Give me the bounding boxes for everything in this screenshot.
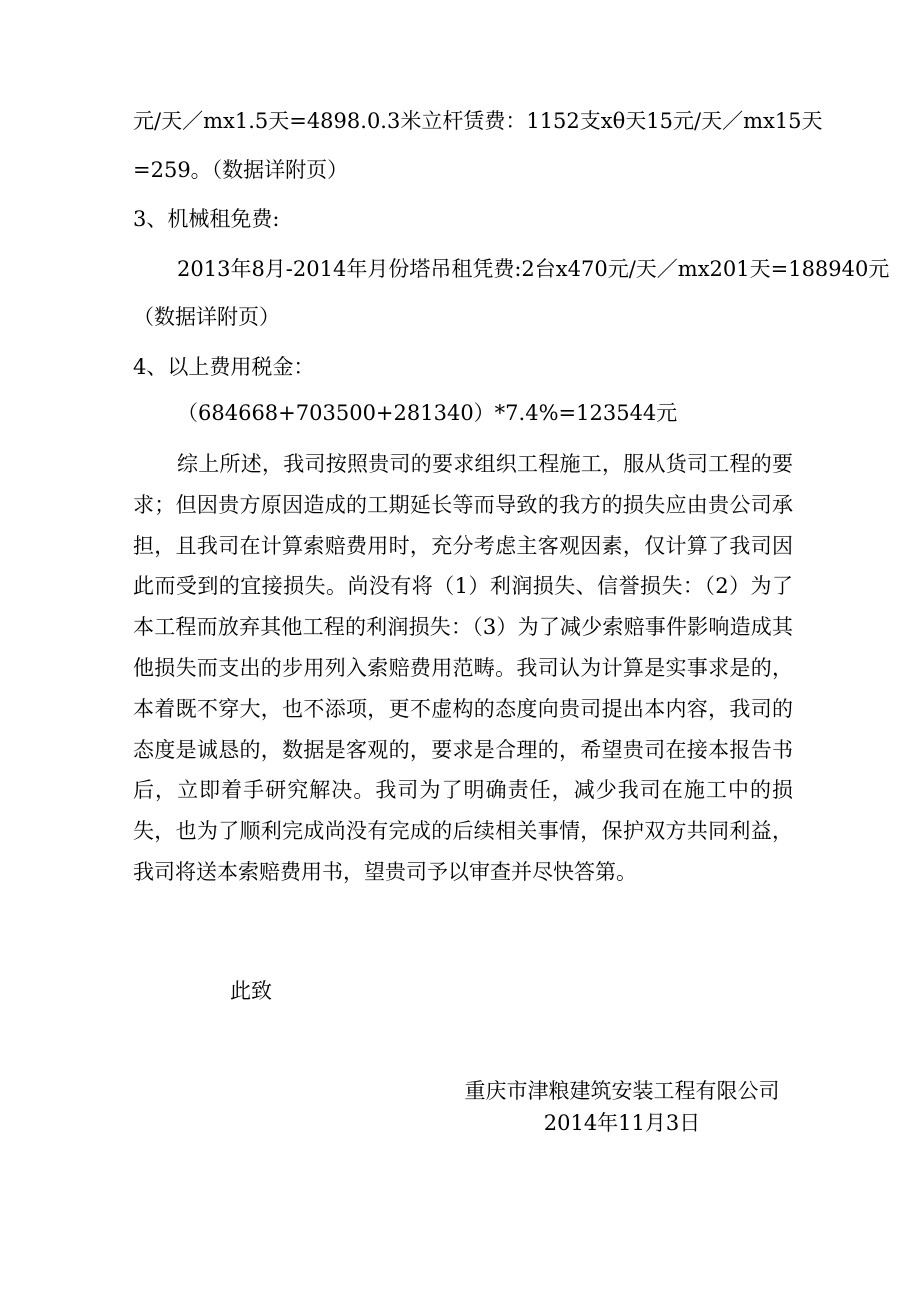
company-name: 重庆市津粮建筑安装工程有限公司 <box>464 1079 780 1103</box>
signature-date: 2014年11月3日 <box>543 1111 701 1135</box>
section-4-formula: （684668+703500+281340）*7.4%=123544元 <box>177 401 678 425</box>
section-3-note: （数据详附页） <box>133 305 280 329</box>
summary-paragraph: 综上所述，我司按照贵司的要求组织工程施工，服从货司工程的要求；但因贵方原因造成的工期延长等而导致的我方的损失应由贵公司承担，且我司在计算索赔费用时，充分考虑主客观因素，仅计算了我司因此而受到的宜接损失。尚没有将（1）利润损失、信誉损失：（2）为了本工程而放弃其他工程的利润损失：（3）为了减少索赔事件影响造成其他损失而支出的步用列入索赔费用范畴。我司认为计算是实事求是的，本着既不穿大，也不添项，更不虚构的态度向贵司提出本内容，我司的态度是诚恳的，数据是客观的，要求是合理的，希望贵司在接本报告书后，立即着手研究解决。我司为了明确责任，减少我司在施工中的损失，也为了顺利完成尚没有完成的后续相关事情，保护双方共同利益，我司将送本索赔费用书，望贵司予以审查并尽快答第。 <box>133 452 793 884</box>
fee-line-result: =259。（数据详附页） <box>133 158 349 182</box>
section-3-detail: 2013年8月-2014年月份塔吊租凭费:2台x470元/天／mx201天=188940元 <box>177 257 890 281</box>
section-3-heading: 3、机械租免费: <box>133 207 280 231</box>
fee-line-continuation: 元/天／mx1.5天=4898.0.3米立杆赁费：1152支xθ天15元/天／mx15天 <box>133 109 823 133</box>
closing-text: 此致 <box>230 979 272 1003</box>
section-4-heading: 4、以上费用税金： <box>133 355 315 379</box>
signature-block <box>462 1075 782 1139</box>
